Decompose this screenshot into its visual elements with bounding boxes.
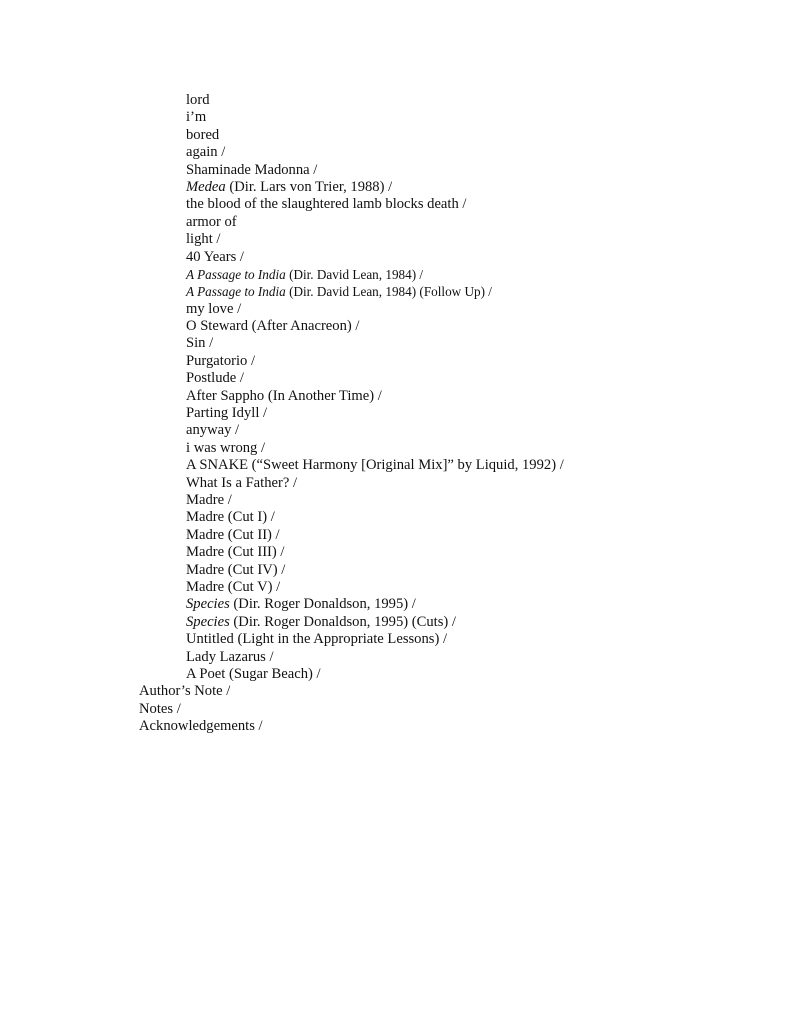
toc-entry-text: Parting Idyll / [186,405,268,422]
toc-poem-entry [0,596,791,613]
toc-poem-entry [0,353,791,370]
toc-poem-entry [0,92,791,109]
toc-entry-text: Notes / [139,700,181,717]
toc-poem-entry [0,457,791,474]
toc-entry-italic-title: A Passage to India [186,284,286,300]
toc-entry-text: again / [186,144,226,161]
toc-poem-entry [0,214,791,231]
toc-entry-text: Madre (Cut IV) / [186,561,286,578]
toc-entry-text: armor of [186,213,237,230]
toc-entry-text: (Dir. Roger Donaldson, 1995) / [229,596,416,613]
toc-entry-text: What Is a Father? / [186,474,298,491]
toc-poem-entry [0,249,791,266]
toc-section-entry [0,718,791,735]
toc-entry-text: (Dir. Roger Donaldson, 1995) (Cuts) / [229,613,456,630]
toc-poem-entry [0,388,791,405]
toc-entry-text: Madre (Cut I) / [186,509,275,526]
toc-entry-text: bored [186,126,220,143]
toc-entry-text: Acknowledgements / [139,718,263,735]
toc-entry-text: Untitled (Light in the Appropriate Lessons) / [186,631,448,648]
toc-entry-text: After Sappho (In Another Time) / [186,387,382,404]
toc-entry-text: Madre (Cut V) / [186,578,281,595]
toc-entry-text: O Steward (After Anacreon) / [186,318,360,335]
toc-poem-entry [0,162,791,179]
toc-entry-text: my love / [186,300,242,317]
toc-entry-text: i’m [186,109,207,126]
toc-poem-entry [0,440,791,457]
toc-poem-entry [0,266,791,283]
toc-poem-entry [0,614,791,631]
toc-poem-entry [0,335,791,352]
toc-entry-italic-title: Species [186,613,230,630]
table-of-contents [0,92,791,735]
toc-poem-entry [0,492,791,509]
toc-poem-entry [0,631,791,648]
toc-entry-text: 40 Years / [186,248,244,265]
toc-entry-text: Madre (Cut III) / [186,544,285,561]
toc-entry-text: lord [186,92,210,108]
toc-entry-text: A SNAKE (“Sweet Harmony [Original Mix]” by Liquid, 1992) / [186,457,564,474]
toc-poem-entry [0,318,791,335]
toc-poem-entry [0,144,791,161]
toc-poem-entry [0,562,791,579]
toc-entry-text: Shaminade Madonna / [186,161,318,178]
toc-entry-text: A Poet (Sugar Beach) / [186,665,321,682]
toc-entry-italic-title: Medea [186,178,226,195]
toc-poem-entry [0,109,791,126]
toc-poem-entry [0,422,791,439]
toc-entry-text: Purgatorio / [186,352,256,369]
toc-poem-entry [0,127,791,144]
toc-entry-text: i was wrong / [186,439,266,456]
toc-poem-entry [0,579,791,596]
toc-entry-text: Madre / [186,491,232,508]
toc-poem-entry [0,370,791,387]
toc-poem-entry [0,405,791,422]
toc-poem-entry [0,231,791,248]
toc-entry-italic-title: Species [186,596,230,613]
toc-section-entry [0,683,791,700]
toc-entry-text: anyway / [186,422,240,439]
toc-entry-italic-title: A Passage to India [186,266,286,282]
toc-entry-text: Lady Lazarus / [186,648,274,665]
toc-entry-text: (Dir. David Lean, 1984) / [285,266,424,282]
toc-entry-text: (Dir. David Lean, 1984) (Follow Up) / [285,284,492,300]
toc-poem-entry [0,649,791,666]
toc-poem-entry [0,666,791,683]
toc-poem-entry [0,509,791,526]
toc-poem-entry [0,544,791,561]
toc-poem-entry [0,301,791,318]
toc-entry-text: Sin / [186,335,214,352]
toc-entry-text: Madre (Cut II) / [186,526,280,543]
toc-entry-text: Postlude / [186,370,244,387]
toc-entry-text: Author’s Note / [139,683,231,700]
toc-poem-entry [0,527,791,544]
toc-poem-entry [0,283,791,300]
toc-entry-text: (Dir. Lars von Trier, 1988) / [225,178,393,195]
toc-entry-text: light / [186,231,221,248]
toc-poem-entry [0,179,791,196]
toc-section-entry [0,701,791,718]
toc-poem-entry [0,475,791,492]
toc-poem-entry [0,196,791,213]
toc-entry-text: the blood of the slaughtered lamb blocks death / [186,196,467,213]
